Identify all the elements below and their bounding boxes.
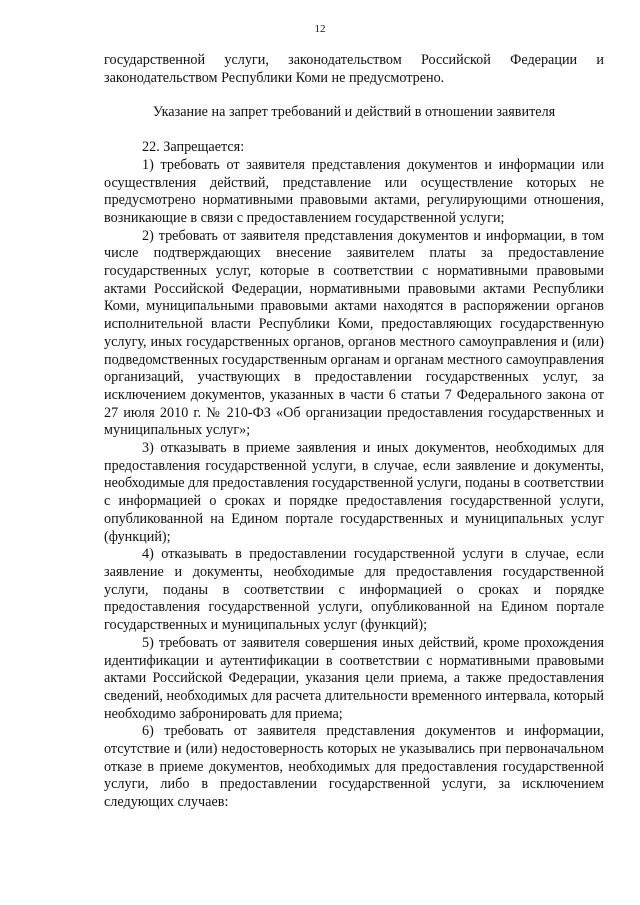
list-item-5: 5) требовать от заявителя совершения иных действий, кроме прохождения идентификации и аутентификации в соответствии с нормативными правовыми актами Российской Федерации, указания цели приема, а также предоставления сведений, необходимых для расчета длительности временного интервала, который необходимо забронировать для приема; bbox=[104, 634, 604, 722]
section-title: 22. Запрещается: bbox=[142, 139, 245, 156]
section-heading: Указание на запрет требований и действий в отношении заявителя bbox=[152, 104, 556, 121]
list-item-6: 6) требовать от заявителя представления документов и информации, отсутствие и (или) недостоверность которых не указывались при первоначальном отказе в приеме документов, необходимых для предоставления государственной услуги, либо в предоставлении государственной услуги, за исключением следующих случаев: bbox=[104, 723, 604, 811]
intro-paragraph: государственной услуги, законодательством Российской Федерации и законодательством Республики Коми не предусмотрено. bbox=[104, 52, 604, 86]
list-item-3: 3) отказывать в приеме заявления и иных документов, необходимых для предоставления государственной услуги, в случае, если заявление и документы, необходимые для предоставления государственной услуги, поданы в соответствии с информацией о сроках и порядке предоставления государственной услуги, опубликованной на Едином портале государственных и муниципальных услуг (функций); bbox=[104, 440, 604, 545]
document-body bbox=[104, 52, 604, 812]
list-item-2: 2) требовать от заявителя представления документов и информации, в том числе подтверждающих внесение заявителем платы за предоставление государственных услуг, которые в соответствии с нормативными правовыми актами Российской Федерации, нормативными правовыми актами Республики Коми, муниципальными правовыми актами находятся в распоряжении органов исполнительной власти Республики Коми, предоставляющих государственную услугу, иных государственных органов, органов местного самоуправления и (или) подведомственных государственным органам и органам местного самоуправления организаций, участвующих в предоставлении государственных услуг, за исключением документов, указанных в части 6 статьи 7 Федерального закона от 27 июля 2010 г. № 210-ФЗ «Об организации предоставления государственных и муниципальных услуг»; bbox=[104, 227, 604, 439]
list-item-1: 1) требовать от заявителя представления документов и информации или осуществления действий, представление или осуществление которых не предусмотрено нормативными правовыми актами, регулирующими отношения, возникающие в связи с предоставлением государственной услуги; bbox=[104, 156, 604, 226]
page-number: 12 bbox=[314, 23, 326, 35]
list-item-4: 4) отказывать в предоставлении государственной услуги в случае, если заявление и документы, необходимые для предоставления государственной услуги, поданы в соответствии с информацией о сроках и порядке предоставления государственной услуги, опубликованной на Едином портале государственных и муниципальных услуг (функций); bbox=[104, 546, 604, 634]
